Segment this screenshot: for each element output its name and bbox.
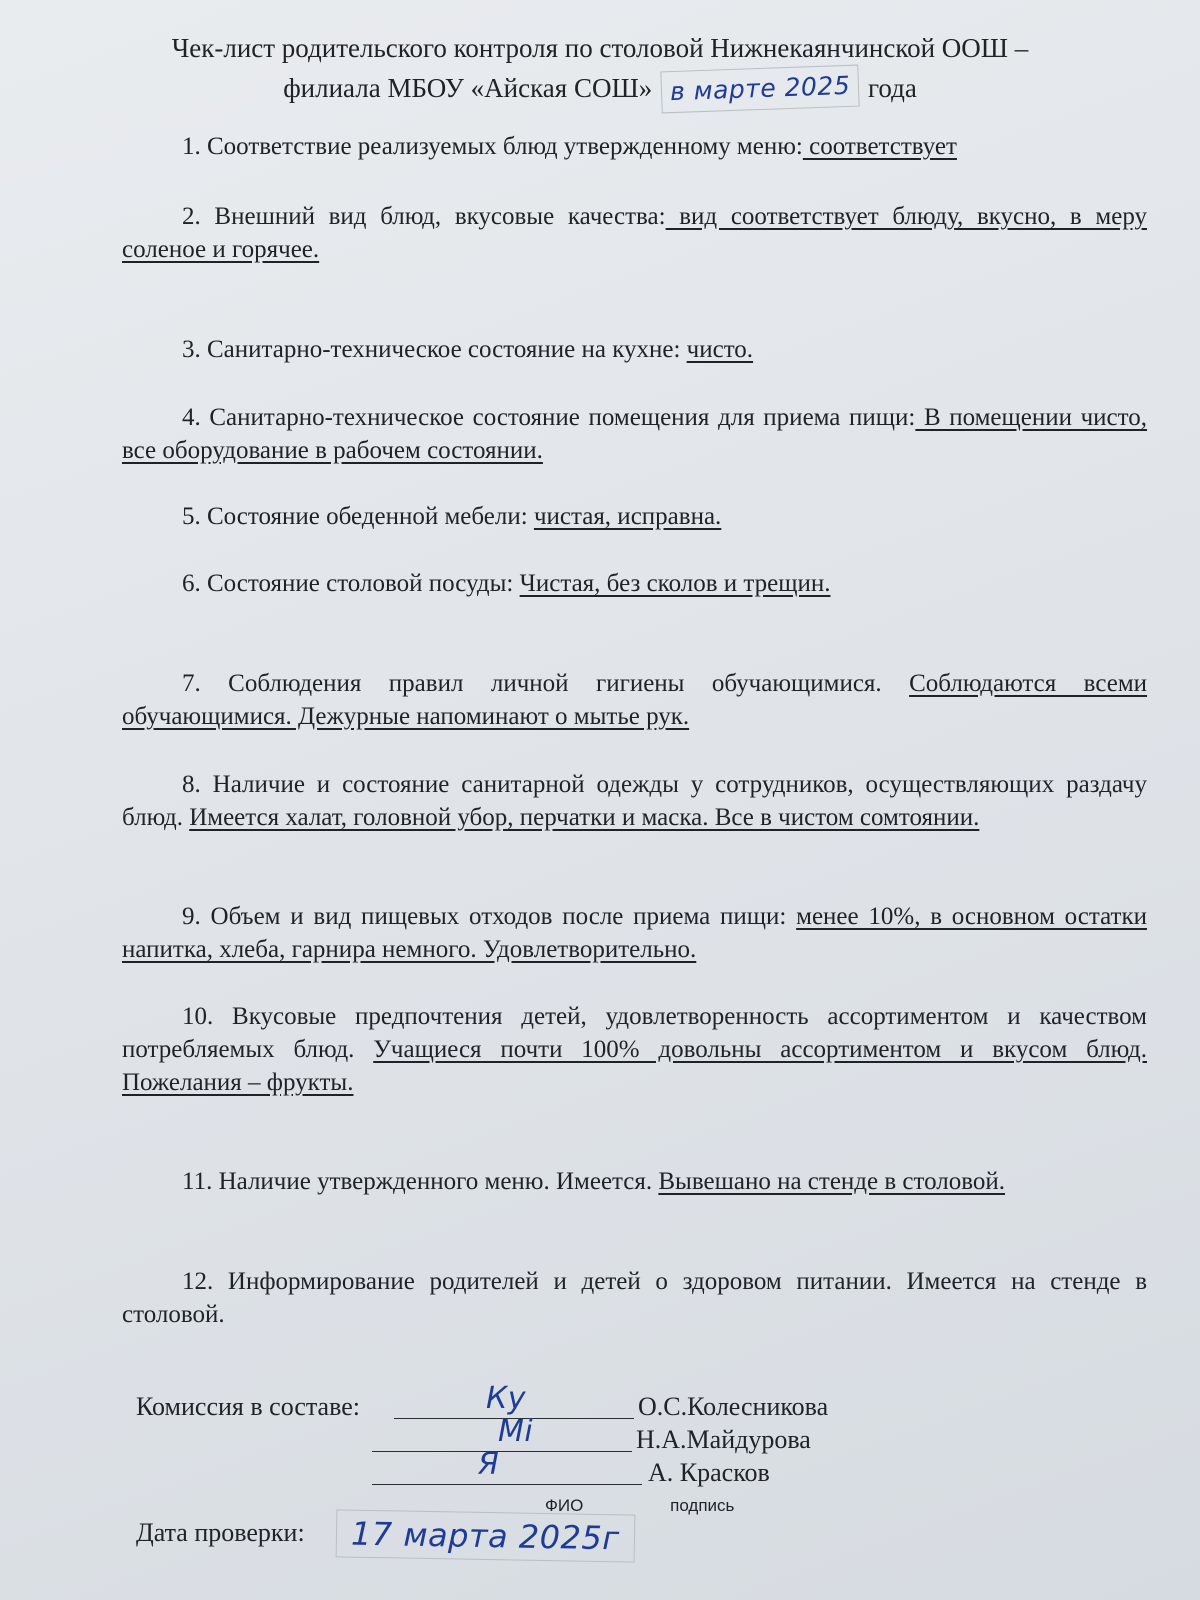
member-name: Н.А.Майдурова xyxy=(636,1425,811,1454)
checklist-item-3 xyxy=(122,333,1147,366)
item-answer: вид соответствует блюду, вкусно, в меру соленое и горячее. xyxy=(122,203,1147,263)
signature-mark: Ку xyxy=(486,1381,527,1416)
title-line-2 xyxy=(100,68,1100,110)
item-question: 9. Объем и вид пищевых отходов после приема пищи: xyxy=(182,903,787,930)
signature-mark: Я xyxy=(478,1447,500,1482)
item-question: 11. Наличие утвержденного меню. Имеется. xyxy=(182,1168,653,1195)
checklist-item-5 xyxy=(122,500,1147,533)
item-question: 12. Информирование родителей и детей о здоровом питании. Имеется на стенде в столовой. xyxy=(122,1268,1147,1328)
checklist-item-10 xyxy=(122,1000,1147,1099)
item-question: 8. Наличие и состояние санитарной одежды у сотрудников, осуществляющих раздачу блюд. xyxy=(122,771,1147,831)
commission-row-1 xyxy=(136,1381,1036,1423)
title-year-word: года xyxy=(867,73,917,103)
signature-line xyxy=(372,1484,642,1485)
commission-block xyxy=(136,1381,1036,1489)
item-question: 5. Состояние обеденной мебели: xyxy=(182,503,528,530)
signature-line xyxy=(372,1451,632,1452)
item-question: 3. Санитарно-техническое состояние на кухне: xyxy=(182,336,681,363)
member-name: О.С.Колесникова xyxy=(638,1392,829,1421)
title-line-1: Чек-лист родительского контроля по столовой Нижнекаянчинской ООШ – xyxy=(171,33,1029,63)
inspection-date-label: Дата проверки: xyxy=(136,1518,305,1547)
checklist-item-8 xyxy=(122,768,1147,834)
item-question: 7. Соблюдения правил личной гигиены обучающимися. xyxy=(182,670,882,697)
checklist-item-1 xyxy=(122,130,1147,163)
title-school: филиала МБОУ «Айская СОШ» xyxy=(283,73,653,103)
item-answer: соответствует xyxy=(802,133,957,160)
checklist-item-7 xyxy=(122,667,1147,733)
checklist-item-2 xyxy=(122,200,1147,266)
checklist-item-12 xyxy=(122,1265,1147,1331)
item-question: 4. Санитарно-техническое состояние помещения для приема пищи: xyxy=(182,404,916,431)
commission-row-3 xyxy=(136,1447,1036,1489)
commission-row-2 xyxy=(136,1414,1036,1456)
signature-mark: Мі xyxy=(498,1414,534,1449)
item-question: 2. Внешний вид блюд, вкусовые качества: xyxy=(182,203,666,230)
handwritten-month: в марте 2025 xyxy=(660,65,860,114)
checklist-item-11 xyxy=(122,1165,1147,1198)
item-answer: Имеется халат, головной убор, перчатки и маска. Все в чистом сомтоянии. xyxy=(189,804,980,831)
item-answer: чисто. xyxy=(686,336,754,363)
handwritten-date: 17 марта 2025г xyxy=(336,1509,635,1562)
checklist-item-9 xyxy=(122,900,1147,966)
document-title xyxy=(100,28,1100,110)
member-name: А. Красков xyxy=(648,1458,770,1487)
item-answer: Соблюдаются всеми обучающимися. Дежурные напоминают о мытье рук. xyxy=(122,670,1148,730)
caption-fio: ФИО xyxy=(545,1496,584,1515)
item-answer: В помещении чисто, все оборудование в рабочем состоянии. xyxy=(122,404,1148,464)
item-answer: Вывешано на стенде в столовой. xyxy=(658,1168,1006,1195)
item-answer: менее 10%, в основном остатки напитка, хлеба, гарнира немного. Удовлетворительно. xyxy=(122,903,1147,963)
item-answer: Чистая, без сколов и трещин. xyxy=(519,570,831,597)
item-question: 1. Соответствие реализуемых блюд утвержденному меню: xyxy=(182,133,803,160)
commission-label: Комиссия в составе: xyxy=(136,1392,360,1421)
item-question: 10. Вкусовые предпочтения детей, удовлетворенность ассортиментом и качеством потребляемых блюд. xyxy=(122,1003,1147,1063)
item-answer: чистая, исправна. xyxy=(533,503,722,530)
item-question: 6. Состояние столовой посуды: xyxy=(182,570,514,597)
caption-signature: подпись xyxy=(670,1496,735,1515)
item-answer: Учащиеся почти 100% довольны ассортиментом и вкусом блюд. Пожелания – фрукты. xyxy=(122,1036,1148,1096)
checklist-item-4 xyxy=(122,401,1147,467)
checklist-item-6 xyxy=(122,567,1147,600)
